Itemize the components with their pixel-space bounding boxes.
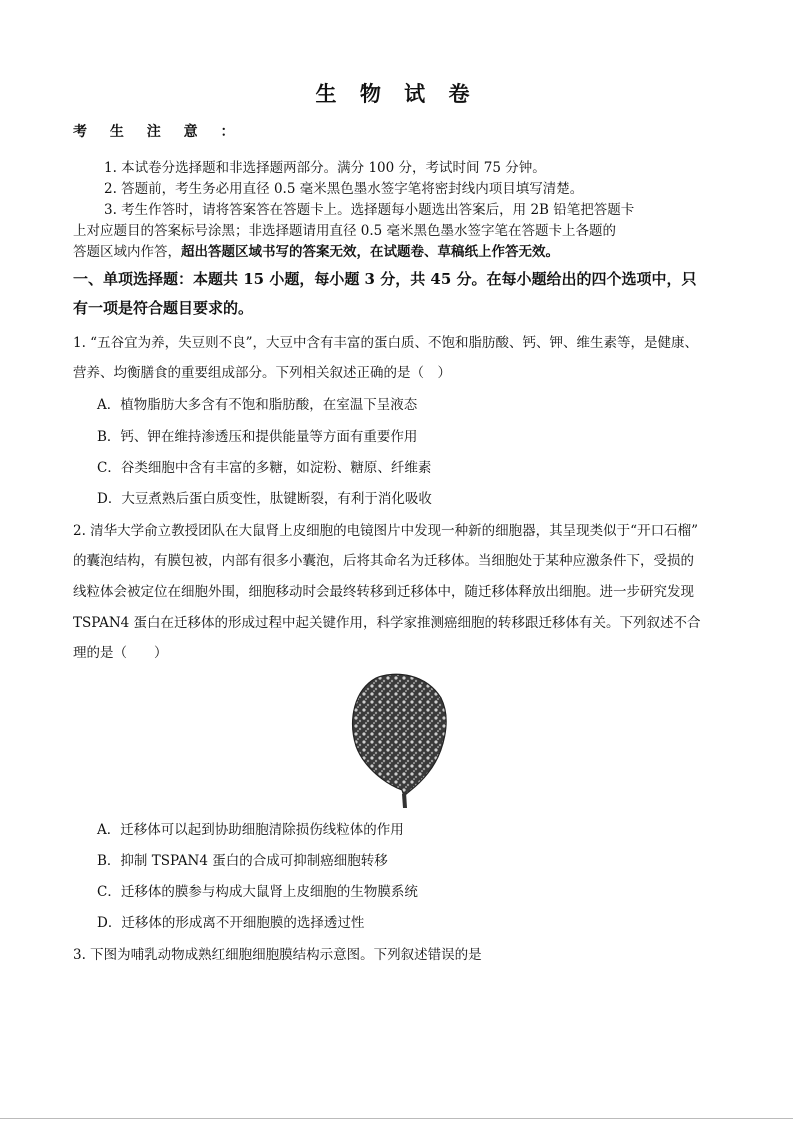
question-3-stem-line-1: 3. 下图为哺乳动物成熟红细胞细胞膜结构示意图。下列叙述错误的是 [73, 947, 482, 963]
notice-item-3-normal-text: 答题区域内作答， [73, 244, 181, 260]
question-1-stem-line-1: 1. “五谷宜为养，失豆则不良”，大豆中含有丰富的蛋白质、不饱和脂肪酸、钙、钾、维生素等，是健康、 [73, 335, 698, 351]
question-1-option-d: D．大豆煮熟后蛋白质变性，肽键断裂，有利于消化吸收 [97, 491, 432, 507]
question-2-option-b: B．抑制 TSPAN4 蛋白的合成可抑制癌细胞转移 [97, 853, 388, 869]
question-2-stem-line-2: 的囊泡结构，有膜包被，内部有很多小囊泡，后将其命名为迁移体。当细胞处于某种应激条件下，受损的 [73, 553, 694, 569]
notice-item-3-line-1: 3. 考生作答时，请将答案答在答题卡上。选择题每小题选出答案后，用 2B 铅笔把答题卡 [104, 202, 635, 218]
question-2-stem-line-1: 2. 清华大学俞立教授团队在大鼠肾上皮细胞的电镜图片中发现一种新的细胞器，其呈现类似于“开口石榴” [73, 523, 698, 539]
notice-item-3-line-3 [73, 242, 723, 262]
question-2-stem-line-4: TSPAN4 蛋白在迁移体的形成过程中起关键作用，科学家推测癌细胞的转移跟迁移体有关。下列叙述不合 [73, 615, 701, 631]
notice-item-3-bold-text: 超出答题区域书写的答案无效，在试题卷、草稿纸上作答无效。 [181, 244, 559, 260]
page-title: 生 物 试 卷 [315, 81, 478, 106]
notice-item-2: 2. 答题前，考生务必用直径 0.5 毫米黑色墨水签字笔将密封线内项目填写清楚。 [104, 181, 584, 197]
migrasome-micrograph-figure [346, 668, 456, 808]
question-1-option-a: A．植物脂肪大多含有不饱和脂肪酸，在室温下呈液态 [97, 397, 418, 413]
question-2-option-a: A．迁移体可以起到协助细胞清除损伤线粒体的作用 [97, 822, 404, 838]
question-2-option-d: D．迁移体的形成离不开细胞膜的选择透过性 [97, 915, 365, 931]
question-2-stem-line-5: 理的是（ ） [73, 645, 168, 661]
page-bottom-divider [0, 1118, 793, 1119]
section-heading-line-2: 有一项是符合题目要求的。 [73, 299, 254, 317]
notice-item-1: 1. 本试卷分选择题和非选择题两部分。满分 100 分，考试时间 75 分钟。 [104, 160, 546, 176]
section-heading-line-1: 一、单项选择题：本题共 15 小题，每小题 3 分，共 45 分。在每小题给出的四个选项中，只 [73, 270, 697, 288]
question-1-option-c: C．谷类细胞中含有丰富的多糖，如淀粉、糖原、纤维素 [97, 460, 432, 476]
question-1-stem-line-2: 营养、均衡膳食的重要组成部分。下列相关叙述正确的是（ ） [73, 365, 451, 381]
question-2-stem-line-3: 线粒体会被定位在细胞外围，细胞移动时会最终转移到迁移体中，随迁移体释放出细胞。进一步研究发现 [73, 584, 694, 600]
notice-heading: 考 生 注 意 ： [73, 124, 244, 140]
question-2-option-c: C．迁移体的膜参与构成大鼠肾上皮细胞的生物膜系统 [97, 884, 418, 900]
notice-item-3-line-2: 上对应题目的答案标号涂黑；非选择题请用直径 0.5 毫米黑色墨水签字笔在答题卡上各题的 [73, 223, 617, 239]
question-1-option-b: B．钙、钾在维持渗透压和提供能量等方面有重要作用 [97, 429, 418, 445]
